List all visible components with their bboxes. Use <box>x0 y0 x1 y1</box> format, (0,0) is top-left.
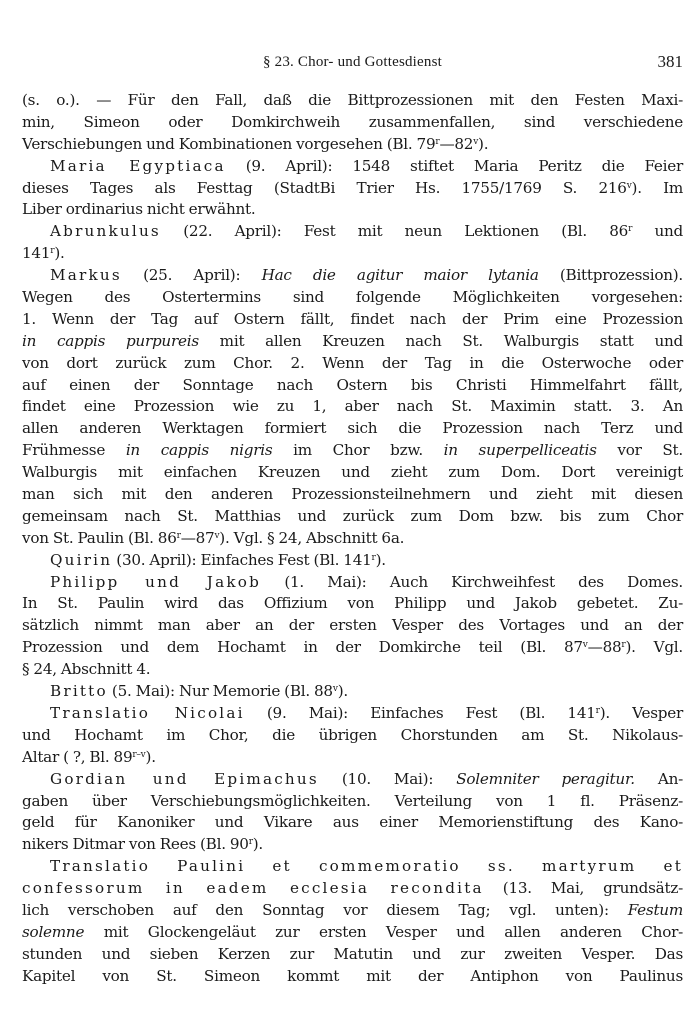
text-line: min, Simeon oder Domkirchweih zusammenfallen, sind verschiedene <box>22 112 683 131</box>
text-line: Altar ( ?, Bl. 89$^{r-v}$). <box>22 747 156 766</box>
text-line: Maria Egyptiaca (9. April): 1548 stiftet Maria Peritz die Feier <box>50 156 683 175</box>
text-line: Wegen des Ostertermins sind folgende Möglichkeiten vorgesehen: <box>22 288 683 307</box>
text-line: confessorum in eadem ecclesia recondita (13. Mai, grundsätz- <box>22 879 683 898</box>
text-line: findet eine Prozession wie zu 1, aber nach St. Maximin statt. 3. An <box>22 397 683 416</box>
text-line: 1. Wenn der Tag auf Ostern fällt, findet nach der Prim eine Prozession <box>22 309 683 328</box>
text-line: sätzlich nimmt man aber an der ersten Vesper des Vortages und an der <box>22 616 683 635</box>
text-line: Quirin (30. April): Einfaches Fest (Bl. 141$^r$). <box>50 550 386 569</box>
text-line: 141$^r$). <box>22 244 65 263</box>
text-line: gaben über Verschiebungsmöglichkeiten. Verteilung von 1 fl. Präsenz- <box>22 791 683 810</box>
text-line: Markus (25. April): Hac die agitur maior lytania (Bittprozession). <box>50 266 684 285</box>
text-line: Liber ordinarius nicht erwähnt. <box>22 200 256 219</box>
text-line: § 24, Abschnitt 4. <box>22 660 151 679</box>
text-line: In St. Paulin wird das Offizium von Philipp und Jakob gebetet. Zu- <box>22 594 683 613</box>
text-line: gemeinsam nach St. Matthias und zurück zum Dom bzw. bis zum Chor <box>22 506 683 525</box>
text-line: von St. Paulin (Bl. 86$^r$—87$^v$). Vgl. § 24, Abschnitt 6a. <box>22 528 405 547</box>
text-line: allen anderen Werktagen formiert sich die Prozession nach Terz und <box>22 419 683 438</box>
text-line: (s. o.). — Für den Fall, daß die Bittprozessionen mit den Festen Maxi- <box>22 91 683 109</box>
running-header <box>22 54 683 76</box>
text-line: dieses Tages als Festtag (StadtBi Trier Hs. 1755/1769 S. 216$^v$). Im <box>22 178 683 197</box>
text-line: und Hochamt im Chor, die übrigen Chorstunden am St. Nikolaus- <box>22 725 683 744</box>
text-line: Translatio Paulini et commemoratio ss. martyrum et <box>50 857 683 876</box>
text-line: Translatio Nicolai (9. Mai): Einfaches Fest (Bl. 141$^r$). Vesper <box>50 703 684 722</box>
text-line: man sich mit den anderen Prozessionsteilnehmern und zieht mit diesen <box>22 485 683 504</box>
text-line: geld für Kanoniker und Vikare aus einer Memorienstiftung des Kano- <box>22 813 683 832</box>
text-line: auf einen der Sonntage nach Ostern bis Christi Himmelfahrt fällt, <box>22 375 683 394</box>
text-line: Philipp und Jakob (1. Mai): Auch Kirchweihfest des Domes. <box>50 572 683 591</box>
section-title: § 23. Chor- und Gottesdienst <box>262 54 443 70</box>
text-line: nikers Ditmar von Rees (Bl. 90$^r$). <box>22 835 264 854</box>
text-line: Abrunkulus (22. April): Fest mit neun Lektionen (Bl. 86$^r$ und <box>50 222 683 241</box>
body-text <box>22 90 683 988</box>
text-line: Britto (5. Mai): Nur Memorie (Bl. 88$^v$). <box>50 682 348 701</box>
text-line: von dort zurück zum Chor. 2. Wenn der Tag in die Osterwoche oder <box>22 353 683 372</box>
text-line: in cappis purpureis mit allen Kreuzen nach St. Walburgis statt und <box>22 331 683 350</box>
text-line: lich verschoben auf den Sonntag vor diesem Tag; vgl. unten): Festum <box>22 900 683 919</box>
text-line: Prozession und dem Hochamt in der Domkirche teil (Bl. 87$^v$—88$^r$). Vgl. <box>22 638 683 657</box>
text-line: Frühmesse in cappis nigris im Chor bzw. in superpelliceatis vor St. <box>22 441 683 460</box>
text-line: Gordian und Epimachus (10. Mai): Solemniter peragitur. An- <box>50 769 683 788</box>
text-line: Verschiebungen und Kombinationen vorgesehen (Bl. 79$^r$—82$^v$). <box>22 134 489 153</box>
text-line: Walburgis mit einfachen Kreuzen und zieht zum Dom. Dort vereinigt <box>22 463 683 482</box>
text-line: Kapitel von St. Simeon kommt mit der Antiphon von Paulinus <box>22 966 683 985</box>
text-line: stunden und sieben Kerzen zur Matutin und zur zweiten Vesper. Das <box>22 944 683 963</box>
page-number: 381 <box>657 52 683 71</box>
text-line: solemne mit Glockengeläut zur ersten Vesper und allen anderen Chor- <box>22 922 683 941</box>
